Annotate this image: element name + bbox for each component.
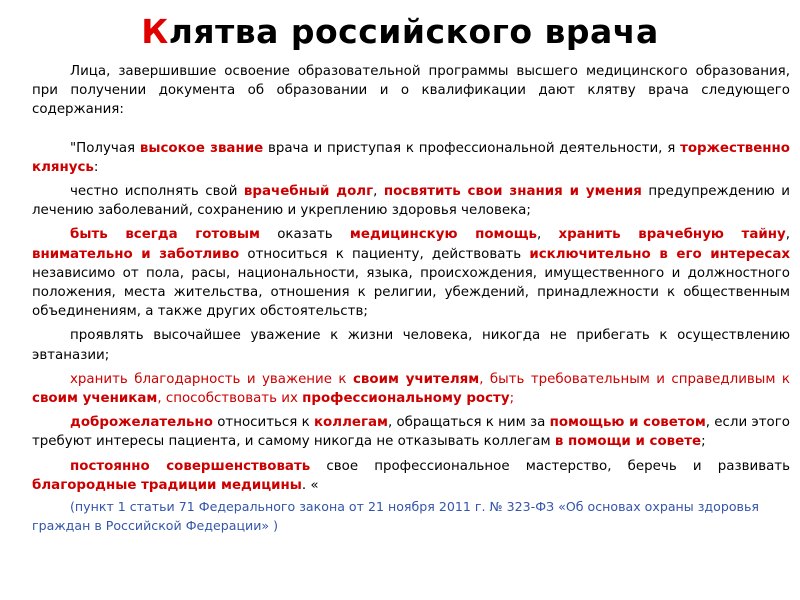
oath-red-text: ; bbox=[509, 391, 515, 407]
oath-paragraph-3 bbox=[32, 225, 790, 321]
legal-citation: (пункт 1 статьи 71 Федерального закона от 21 ноября 2011 г. № 323-ФЗ «Об основах охраны здоровья граждан в Российской Федерации» ) bbox=[32, 499, 759, 534]
oath-text: оказать bbox=[259, 227, 350, 243]
oath-highlight: коллегам bbox=[313, 415, 388, 431]
oath-text: предупреждению и лечению заболеваний, сохранению и укреплению здоровья человека; bbox=[32, 184, 790, 219]
oath-highlight: своим ученикам bbox=[32, 391, 158, 407]
oath-highlight: врачебный долг bbox=[243, 184, 374, 200]
oath-highlight: торжественно клянусь bbox=[32, 140, 790, 175]
oath-red-text: , быть требовательным и справедливым к bbox=[479, 371, 790, 387]
oath-text: врача и приступая к профессиональной деятельности, я bbox=[263, 140, 681, 156]
oath-text: независимо от пола, расы, национальности, языка, происхождения, имущественного и должностного положения, места жительства, отношения к религии, убеждений, принадлежности к общественным объединениям, а также других обстоятельств; bbox=[32, 265, 790, 320]
oath-text: честно исполнять свой bbox=[70, 184, 244, 200]
oath-highlight: исключительно в его интересах bbox=[529, 246, 790, 262]
oath-red-text: , способствовать их bbox=[157, 391, 303, 407]
title-first-letter: К bbox=[141, 12, 169, 51]
oath-highlight: высокое звание bbox=[139, 140, 264, 156]
oath-highlight: в помощи и совете bbox=[554, 434, 702, 450]
oath-highlight: доброжелательно bbox=[70, 415, 213, 431]
oath-text: , обращаться к ним за bbox=[387, 415, 550, 431]
oath-highlight: благородные традиции медицины bbox=[32, 477, 302, 493]
oath-paragraph-6 bbox=[32, 413, 790, 451]
oath-text: . « bbox=[301, 477, 319, 493]
oath-paragraph-5 bbox=[32, 370, 790, 408]
oath-text: , bbox=[785, 227, 790, 243]
oath-highlight: быть всегда готовым bbox=[70, 227, 260, 243]
title-rest: лятва российского врача bbox=[168, 12, 659, 51]
oath-highlight: медицинскую помощь bbox=[349, 227, 537, 243]
oath-text: относиться к пациенту, действовать bbox=[239, 246, 530, 262]
oath-highlight: постоянно совершенствовать bbox=[70, 458, 311, 474]
oath-paragraph-2 bbox=[32, 182, 790, 220]
oath-text: свое профессиональное мастерство, беречь и развивать bbox=[310, 458, 790, 474]
oath-highlight: хранить врачебную тайну bbox=[558, 227, 786, 243]
oath-paragraph-7 bbox=[32, 457, 790, 495]
oath-text: , bbox=[373, 184, 384, 200]
oath-text: : bbox=[93, 159, 99, 175]
oath-text: ; bbox=[701, 434, 706, 450]
oath-text: , bbox=[536, 227, 559, 243]
intro-paragraph: Лица, завершившие освоение образовательной программы высшего медицинского образования, при получении документа об образовании и о квалификации дают клятву врача следующего содержания: bbox=[32, 64, 790, 118]
oath-highlight: посвятить свои знания и умения bbox=[383, 184, 642, 200]
oath-paragraph-4: проявлять высочайшее уважение к жизни человека, никогда не прибегать к осуществлению эвтаназии; bbox=[32, 328, 790, 363]
document-body bbox=[32, 62, 790, 535]
page-title bbox=[0, 10, 800, 54]
oath-red-text: хранить благодарность и уважение к bbox=[70, 371, 353, 387]
oath-highlight: профессиональному росту bbox=[302, 391, 510, 407]
oath-text: относиться к bbox=[212, 415, 314, 431]
oath-paragraph-1 bbox=[32, 139, 790, 177]
oath-text: "Получая bbox=[70, 140, 140, 156]
oath-highlight: внимательно и заботливо bbox=[32, 246, 240, 262]
oath-text: , если этого требуют интересы пациента, и самому никогда не отказывать коллегам bbox=[32, 415, 790, 450]
oath-highlight: своим учителям bbox=[352, 371, 480, 387]
oath-highlight: помощью и советом bbox=[549, 415, 706, 431]
